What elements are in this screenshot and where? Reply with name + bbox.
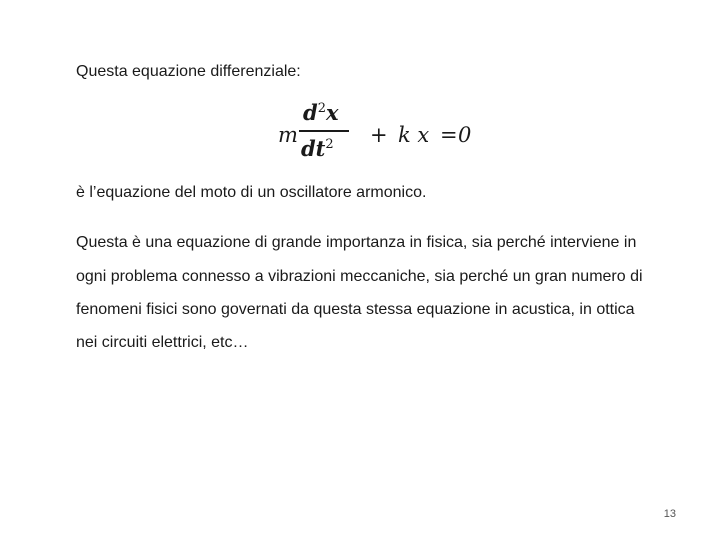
paragraph-line-4: nei circuiti elettrici, etc… bbox=[76, 334, 249, 351]
page-number: 13 bbox=[663, 508, 676, 520]
paragraph-line-2: ogni problema connesso a vibrazioni meccaniche, sia perché un gran numero di bbox=[76, 268, 643, 285]
paragraph-line-1: Questa è una equazione di grande importanza in fisica, sia perché interviene in bbox=[76, 234, 637, 251]
intro-text: Questa equazione differenziale: bbox=[76, 63, 301, 80]
equation-mass: m bbox=[278, 123, 298, 147]
statement-text: è l’equazione del moto di un oscillatore armonico. bbox=[76, 184, 427, 201]
differential-equation bbox=[270, 98, 490, 170]
equation-denominator: $dt^2$ bbox=[301, 136, 334, 161]
equation-plus: + bbox=[370, 123, 388, 147]
fraction-bar bbox=[299, 130, 349, 132]
equation-zero: 0 bbox=[458, 123, 472, 147]
equation-kx: k x bbox=[398, 123, 430, 147]
paragraph-line-3: fenomeni fisici sono governati da questa stessa equazione in acustica, in ottica bbox=[76, 301, 635, 318]
equation-equals: = bbox=[440, 123, 458, 147]
equation-numerator: $d^2x$ bbox=[303, 100, 339, 125]
